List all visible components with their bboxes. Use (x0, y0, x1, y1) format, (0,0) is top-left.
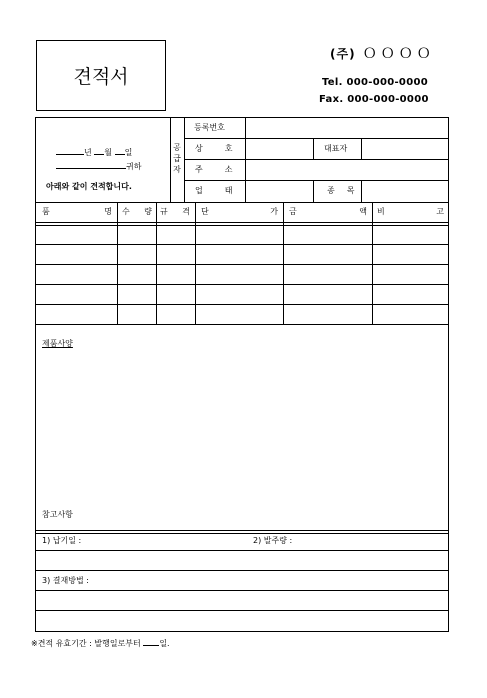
reg-no-label: 등록번호 (194, 123, 225, 132)
delivery-date-label: 1) 납기일 : (42, 536, 82, 545)
column-divider (195, 202, 196, 324)
header-note: 비 고 (377, 207, 444, 216)
row-divider (36, 284, 449, 285)
row-divider (36, 264, 449, 265)
header-unit-price: 단 가 (201, 207, 278, 216)
supplier-label: 공 급 자 (173, 143, 181, 174)
divider (361, 139, 362, 160)
business-type-label: 업 태 (195, 186, 233, 195)
divider (361, 181, 362, 202)
recipient-line: 귀하 (56, 160, 141, 172)
divider (313, 181, 314, 202)
divider (313, 139, 314, 160)
header-divider (36, 222, 449, 226)
header-spec: 규 격 (160, 207, 190, 216)
row-divider (184, 180, 449, 181)
column-divider (283, 202, 284, 324)
divider (245, 118, 246, 202)
trade-name-label: 상 호 (195, 144, 233, 153)
section-divider (36, 202, 449, 203)
payment-method-label: 3) 결재방법 : (42, 576, 89, 585)
divider (184, 118, 185, 202)
representative-label: 대표자 (324, 144, 348, 153)
row-divider (184, 138, 449, 139)
row-divider (36, 304, 449, 305)
row-divider (184, 159, 449, 160)
date-line: 년 월 일 (56, 146, 132, 158)
column-divider (156, 202, 157, 324)
row-divider (36, 550, 449, 551)
row-divider (36, 244, 449, 245)
tel-number: Tel. 000-000-0000 (322, 77, 428, 88)
quote-statement: 아래와 같이 견적합니다. (46, 182, 132, 191)
document-title: 견적서 (36, 40, 166, 111)
product-spec-label: 제품사양 (42, 339, 73, 348)
company-placeholder: ＯＯＯＯ (362, 46, 435, 62)
quotation-form (35, 117, 449, 632)
order-quantity-label: 2) 발주량 : (253, 536, 293, 545)
row-divider (36, 324, 449, 325)
divider (170, 118, 171, 202)
company-name (330, 43, 435, 63)
fax-number: Fax. 000-000-0000 (319, 94, 429, 105)
address-label: 주 소 (195, 165, 233, 174)
reference-label: 참고사항 (42, 510, 73, 519)
row-divider (36, 590, 449, 591)
company-prefix: (주) (330, 47, 356, 61)
row-divider (36, 610, 449, 611)
row-divider (36, 570, 449, 571)
section-divider (36, 530, 449, 534)
column-divider (117, 202, 118, 324)
business-item-label: 종 목 (327, 186, 355, 195)
column-divider (372, 202, 373, 324)
header-qty: 수 량 (122, 207, 152, 216)
validity-note: ※견적 유효기간 : 발행일로부터 일. (31, 639, 170, 648)
header-item: 품 명 (42, 207, 112, 216)
header-amount: 금 액 (289, 207, 367, 216)
